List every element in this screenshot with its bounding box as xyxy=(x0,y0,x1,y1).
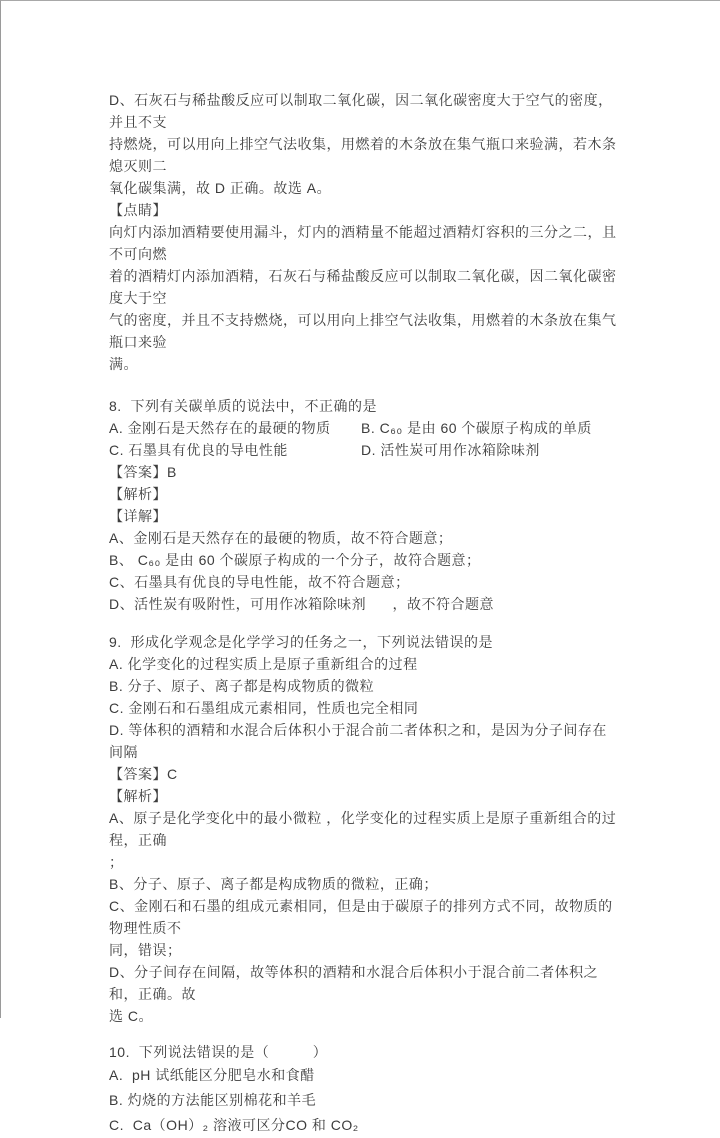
option: B. C₆₀ 是由 60 个碳原子构成的单质 xyxy=(361,420,592,436)
text-line: D、石灰石与稀盐酸反应可以制取二氧化碳，因二氧化碳密度大于空气的密度，并且不支 xyxy=(109,92,613,130)
conclusion-paragraph xyxy=(109,89,617,199)
question-10 xyxy=(109,1041,617,1138)
question-10-options xyxy=(109,1063,617,1138)
document-content xyxy=(109,89,617,1138)
question-8-details xyxy=(109,527,617,615)
text-line: 同，错误； xyxy=(109,942,182,958)
option-row xyxy=(109,439,617,461)
text-line: A. 化学变化的过程实质上是原子重新组合的过程 xyxy=(109,656,418,672)
text-line: B. 分子、原子、离子都是构成物质的微粒 xyxy=(109,678,375,694)
text-line: 满。 xyxy=(109,356,138,372)
question-8-answer: 【答案】B xyxy=(109,464,177,480)
question-7-explanation-tail xyxy=(109,89,617,375)
text-line: A、原子是化学变化中的最小微粒 ，化学变化的过程实质上是原子重新组合的过程，正确 xyxy=(109,810,617,848)
option-row xyxy=(109,417,617,439)
option: A. 金刚石是天然存在的最硬的物质 xyxy=(109,420,331,436)
text-line: A、金刚石是天然存在的最硬的物质，故不符合题意； xyxy=(109,530,453,546)
question-9-options xyxy=(109,653,617,763)
text-line: 气的密度，并且不支持燃烧，可以用向上排空气法收集，用燃着的木条放在集气瓶口来验 xyxy=(109,312,617,350)
text-line: C. Ca（OH）₂ 溶液可区分CO 和 CO₂ xyxy=(109,1117,359,1133)
question-8 xyxy=(109,395,617,615)
tip-label: 【点睛】 xyxy=(109,202,167,218)
text-line: 选 C。 xyxy=(109,1008,153,1024)
text-line: B. 灼烧的方法能区别棉花和羊毛 xyxy=(109,1092,317,1108)
text-line: 向灯内添加酒精要使用漏斗，灯内的酒精量不能超过酒精灯容积的三分之二，且不可向燃 xyxy=(109,224,617,262)
question-9-stem: 9. 形成化学观念是化学学习的任务之一，下列说法错误的是 xyxy=(109,634,493,650)
question-8-stem: 8. 下列有关碳单质的说法中，不正确的是 xyxy=(109,398,377,414)
question-9 xyxy=(109,631,617,1027)
text-line: C、金刚石和石墨的组成元素相同，但是由于碳原子的排列方式不同，故物质的物理性质不 xyxy=(109,898,613,936)
question-9-answer: 【答案】C xyxy=(109,766,178,782)
text-line: 持燃烧，可以用向上排空气法收集，用燃着的木条放在集气瓶口来验满，若木条熄灭则二 xyxy=(109,136,617,174)
text-line: D、分子间存在间隔，故等体积的酒精和水混合后体积小于混合前二者体积之和，正确。故 xyxy=(109,964,599,1002)
text-line: 着的酒精灯内添加酒精，石灰石与稀盐酸反应可以制取二氧化碳，因二氧化碳密度大于空 xyxy=(109,268,617,306)
text-line: C. 金刚石和石墨组成元素相同，性质也完全相同 xyxy=(109,700,419,716)
text-line: A. pH 试纸能区分肥皂水和食醋 xyxy=(109,1067,315,1083)
option: D. 活性炭可用作冰箱除味剂 xyxy=(361,442,540,458)
question-8-options xyxy=(109,417,617,461)
text-line: B、分子、原子、离子都是构成物质的微粒，正确； xyxy=(109,876,438,892)
text-line: 氧化碳集满，故 D 正确。故选 A。 xyxy=(109,180,332,196)
question-9-details xyxy=(109,807,617,1027)
question-8-detail-label: 【详解】 xyxy=(109,508,167,524)
question-9-analysis-label: 【解析】 xyxy=(109,788,167,804)
text-line: D、活性炭有吸附性，可用作冰箱除味剂 ，故不符合题意 xyxy=(109,596,494,612)
tip-paragraph xyxy=(109,221,617,375)
question-10-stem: 10. 下列说法错误的是（ ） xyxy=(109,1044,328,1060)
option: C. 石墨具有优良的导电性能 xyxy=(109,442,288,458)
text-line: ； xyxy=(109,854,124,870)
question-8-analysis-label: 【解析】 xyxy=(109,486,167,502)
text-line: B、 C₆₀ 是由 60 个碳原子构成的一个分子，故符合题意； xyxy=(109,552,481,568)
text-line: C、石墨具有优良的导电性能，故不符合题意； xyxy=(109,574,410,590)
text-line: D. 等体积的酒精和水混合后体积小于混合前二者体积之和，是因为分子间存在间隔 xyxy=(109,722,607,760)
